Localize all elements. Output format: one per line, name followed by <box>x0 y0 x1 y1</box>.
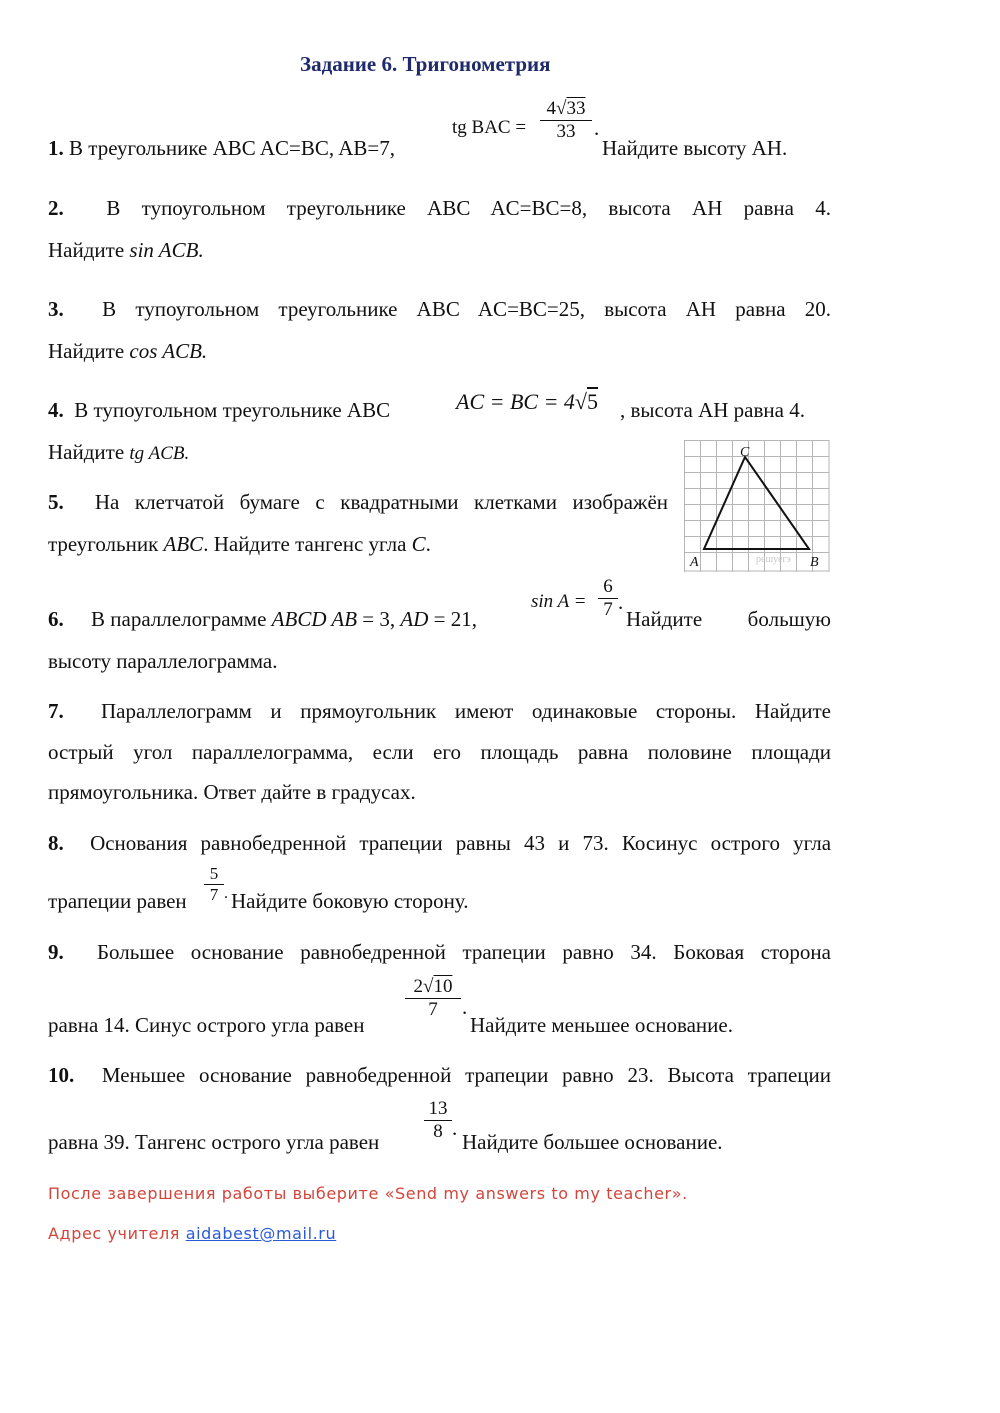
fraction: 4√33 33 <box>540 98 592 143</box>
triangle-grid-figure <box>684 440 830 572</box>
formula: sin A = <box>531 591 587 612</box>
formula: tg BAC = <box>452 117 527 138</box>
task-text: В тупоугольном треугольнике ABC AC=BC=8, высота AH равна 4. <box>106 196 832 220</box>
footer-email-line: Адрес учителя aidabest@mail.ru <box>48 1224 337 1243</box>
svg-text:C: C <box>740 445 750 460</box>
formula: AC = BC = 4√5 <box>456 389 598 414</box>
page-title: Задание 6. Тригонометрия <box>300 52 551 76</box>
svg-text:A: A <box>690 555 699 570</box>
footer-instruction: После завершения работы выберите «Send my answers to my teacher». <box>48 1184 688 1203</box>
svg-text:решуегэ: решуегэ <box>756 554 791 565</box>
task-text: На клетчатой бумаге с квадратными клетками изображён <box>94 490 668 514</box>
formula: sin ACB. <box>129 238 204 262</box>
task-text: В тупоугольном треугольнике ABC AC=BC=25, высота AH равна 20. <box>102 297 832 321</box>
task-text: В треугольнике ABC AC=BC, AB=7, <box>69 136 395 160</box>
svg-text:B: B <box>810 555 819 570</box>
fraction: 6 7 <box>598 576 618 621</box>
fraction: 2√10 7 <box>405 976 461 1021</box>
formula: cos ACB. <box>129 339 208 363</box>
task-number: 1. <box>48 136 64 160</box>
fraction: 13 8 <box>424 1098 452 1143</box>
task-tail: Найдите высоту AH. <box>602 136 788 160</box>
formula: tg ACB. <box>129 443 190 464</box>
fraction: 5 7 <box>204 864 224 905</box>
teacher-email-link[interactable]: aidabest@mail.ru <box>185 1224 337 1243</box>
